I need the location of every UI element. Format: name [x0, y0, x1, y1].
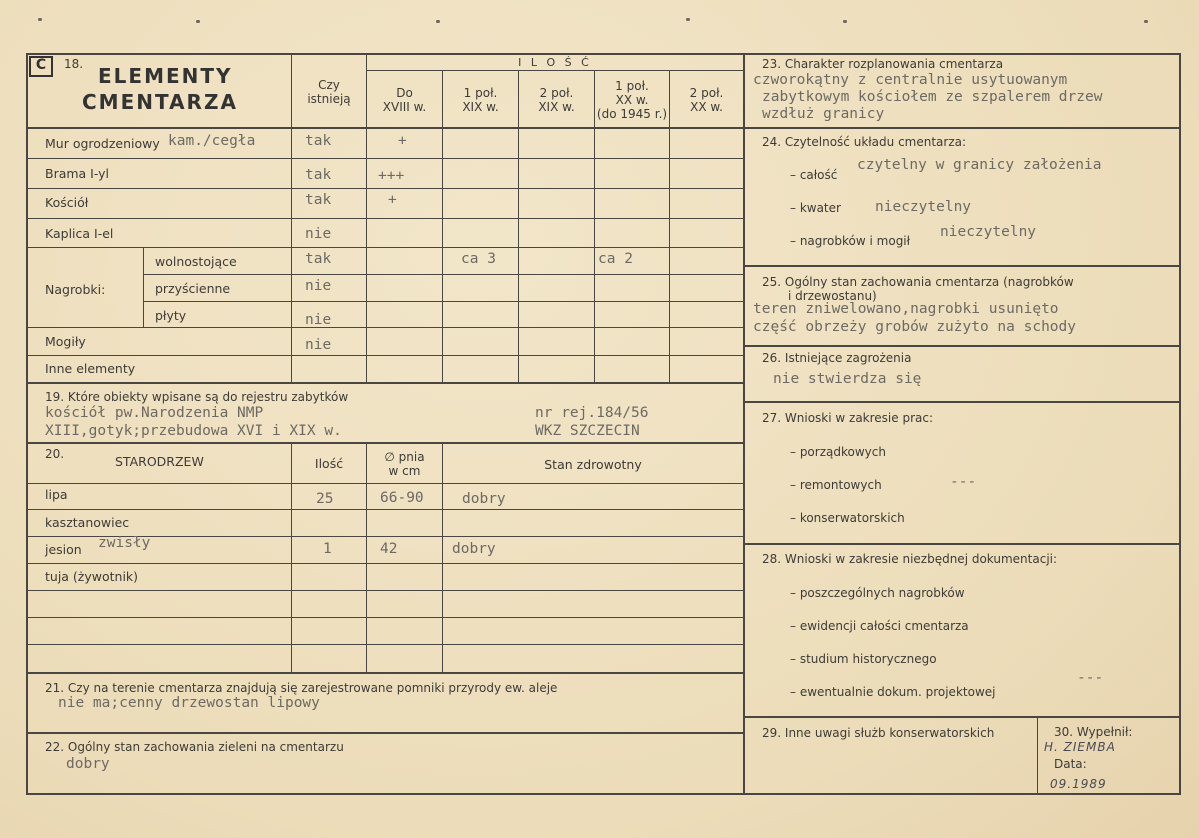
wolnostojace-exists-value: tak [305, 251, 332, 267]
col-header-do-xviii: Do XVIII w. [382, 86, 427, 114]
brama-exists-value: tak [305, 167, 332, 183]
tree-count: 1 [323, 541, 332, 557]
ilosc-header: I L O Ś Ć [518, 56, 592, 69]
section-20-stan-header: Stan zdrowotny [544, 457, 642, 472]
section-23-label: 23. Charakter rozplanowania cmentarza [762, 57, 1004, 71]
kaplica-exists-value: nie [305, 226, 332, 242]
section-28-label: 28. Wnioski w zakresie niezbędnej dokumentacji: [762, 552, 1058, 566]
section-27-dash: --- [950, 474, 977, 490]
mur-exists-value: tak [305, 133, 332, 149]
tree-condition: dobry [462, 491, 506, 507]
mogily-exists-value: nie [305, 337, 332, 353]
nagrobkow-label: – nagrobków i mogił [790, 234, 911, 248]
section-21-label: 21. Czy na terenie cmentarza znajdują się zarejestrowane pomniki przyrody ew. aleje [45, 681, 558, 695]
mogily-label: Mogiły [45, 334, 86, 349]
section-25-label-line1: 25. Ogólny stan zachowania cmentarza (nagrobków [762, 275, 1074, 289]
frame-bottom-left [26, 793, 745, 795]
brama-do18-value: +++ [378, 168, 405, 184]
przyscienne-label: przyścienne [155, 281, 231, 296]
mur-label: Mur ogrodzeniowy [45, 136, 160, 151]
tree-name-extra: zwisły [98, 535, 151, 551]
frame-left [26, 53, 28, 795]
section-23-line2: zabytkowym kościołem ze szpalerem drzew [762, 89, 1103, 105]
section-26-value: nie stwierdza się [773, 371, 922, 387]
porzadkowych-label: – porządkowych [790, 445, 886, 459]
wolnostojace-label: wolnostojące [155, 254, 237, 269]
edge-dot [38, 18, 42, 21]
c-letter: C [35, 57, 47, 73]
section-27-label: 27. Wnioski w zakresie prac: [762, 411, 934, 425]
mur-do18-value: + [398, 133, 407, 149]
kosciol-do18-value: + [388, 192, 397, 208]
section-18-number: 18. [64, 57, 84, 71]
section-19-line2: XIII,gotyk;przebudowa XVI i XIX w. [45, 423, 342, 439]
section-25-label-line2: i drzewostanu) [788, 289, 877, 303]
tree-condition: dobry [452, 541, 496, 557]
tree-count: 25 [316, 491, 334, 507]
filled-by-signature: H. ZIEMBA [1044, 740, 1116, 754]
konserwatorskich-label: – konserwatorskich [790, 511, 905, 525]
col-header-1pol-xix: 1 poł. XIX w. [462, 86, 499, 114]
section-29-label: 29. Inne uwagi służb konserwatorskich [762, 726, 995, 740]
czy-istnieja-header: Czy istnieją [307, 78, 351, 106]
tree-name: kasztanowiec [45, 515, 130, 530]
frame-top-right [743, 53, 1181, 55]
nagrobkow-doc-label: – poszczególnych nagrobków [790, 586, 965, 600]
wolnostojace-19-1-value: ca 3 [461, 251, 496, 267]
section-23-line3: wzdłuż granicy [762, 106, 885, 122]
remontowych-label: – remontowych [790, 478, 882, 492]
date-value: 09.1989 [1050, 777, 1107, 791]
frame-right [1179, 53, 1181, 795]
kaplica-label: Kaplica I-el [45, 226, 114, 241]
edge-dot [1144, 20, 1148, 23]
frame-top-left [26, 53, 745, 55]
section-22-label: 22. Ogólny stan zachowania zieleni na cmentarzu [45, 740, 344, 754]
section-19-register-authority: WKZ SZCZECIN [535, 423, 640, 439]
section-22-value: dobry [66, 756, 110, 772]
section-25-line1: teren zniwelowano,nagrobki usunięto [753, 301, 1059, 317]
section-20-number: 20. [45, 447, 65, 461]
section-25-line2: część obrzeży grobów zużyto na schody [753, 319, 1077, 335]
section-30-label: 30. Wypełnił: [1054, 725, 1133, 739]
projektowej-label: – ewentualnie dokum. projektowej [790, 685, 996, 699]
section-19-label: 19. Które obiekty wpisane są do rejestru zabytków [45, 390, 349, 404]
section-18-title-line2: CMENTARZA [82, 90, 238, 114]
edge-dot [843, 20, 847, 23]
nagrobkow-value: nieczytelny [940, 224, 1037, 240]
kosciol-exists-value: tak [305, 192, 332, 208]
section-20-pnia-header: ∅ pnia w cm [384, 450, 425, 478]
date-label: Data: [1054, 757, 1087, 771]
plyty-label: płyty [155, 308, 187, 323]
section-19-line1: kościół pw.Narodzenia NMP [45, 405, 264, 421]
section-19-register-number: nr rej.184/56 [535, 405, 649, 421]
tree-name: jesion [45, 542, 82, 557]
col-header-2pol-xx: 2 poł. XX w. [689, 86, 724, 114]
tree-diameter: 66-90 [380, 490, 424, 506]
mur-material-value: kam./cegła [168, 133, 256, 149]
studium-label: – studium historycznego [790, 652, 937, 666]
section-20-title: STARODRZEW [115, 454, 204, 469]
edge-dot [686, 18, 690, 21]
section-23-line1: czworokątny z centralnie usytuowanym [753, 72, 1068, 88]
edge-dot [436, 20, 440, 23]
frame-bottom-right [743, 793, 1181, 795]
plyty-exists-value: nie [305, 312, 332, 328]
brama-label: Brama I-yl [45, 166, 110, 181]
tree-name: lipa [45, 487, 68, 502]
calosc-label: – całość [790, 168, 838, 182]
ewidencji-label: – ewidencji całości cmentarza [790, 619, 969, 633]
section-26-label: 26. Istniejące zagrożenia [762, 351, 912, 365]
tree-name: tuja (żywotnik) [45, 569, 139, 584]
nagrobki-label: Nagrobki: [45, 282, 106, 297]
tree-diameter: 42 [380, 541, 398, 557]
edge-dot [196, 20, 200, 23]
col-header-2pol-xix: 2 poł. XIX w. [538, 86, 575, 114]
wolnostojace-20-1-value: ca 2 [598, 251, 633, 267]
section-28-dash: --- [1077, 670, 1104, 686]
kosciol-label: Kościół [45, 195, 89, 210]
przyscienne-exists-value: nie [305, 278, 332, 294]
inne-elementy-label: Inne elementy [45, 361, 136, 376]
kwater-value: nieczytelny [875, 199, 972, 215]
section-18-title-line1: ELEMENTY [98, 64, 233, 88]
section-21-value: nie ma;cenny drzewostan lipowy [58, 695, 320, 711]
frame-middle [743, 53, 745, 795]
kwater-label: – kwater [790, 201, 841, 215]
col-header-1pol-xx: 1 poł. XX w. (do 1945 r.) [596, 79, 668, 121]
section-20-ilosc-header: Ilość [314, 456, 344, 471]
section-24-label: 24. Czytelność układu cmentarza: [762, 135, 967, 149]
calosc-value: czytelny w granicy założenia [857, 157, 1102, 173]
